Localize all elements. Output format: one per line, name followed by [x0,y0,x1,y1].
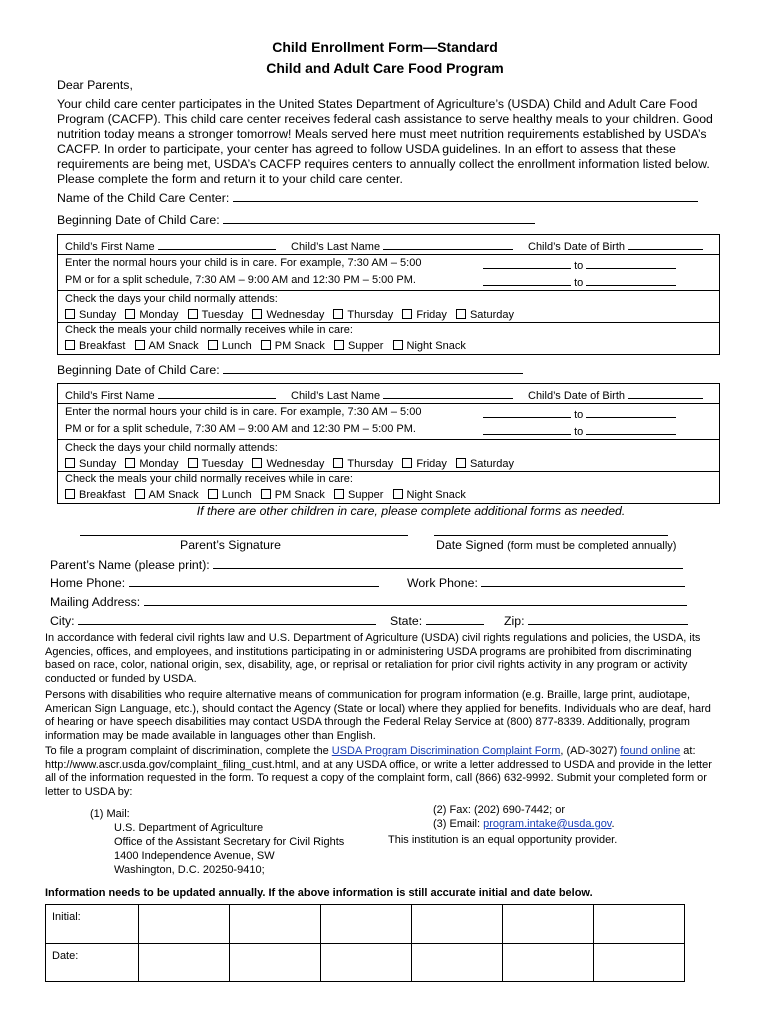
city-field[interactable] [78,613,376,625]
form-title: Child Enrollment Form—Standard [272,39,498,55]
initial-label: Initial: [46,905,139,944]
begin-date-label-1: Beginning Date of Child Care: [57,213,220,227]
mailing-address-label: Mailing Address: [50,595,141,609]
day-option[interactable]: Thursday [333,309,393,321]
work-phone-label: Work Phone: [407,576,478,590]
initial-cell[interactable] [230,905,321,944]
last-name-label-2: Child’s Last Name [291,390,381,402]
days-label-1: Check the days your child normally attends: [65,293,278,305]
dob-label-2: Child’s Date of Birth [528,390,626,402]
meal-option[interactable]: Supper [334,489,383,501]
mailing-address-field[interactable] [144,594,687,606]
form-subtitle: Child and Adult Care Food Program [266,60,504,76]
work-phone-row [407,575,685,591]
date-cell[interactable] [503,943,594,982]
date-signed-row [436,538,676,554]
meal-option[interactable]: Supper [334,340,383,352]
begin-date-label-2: Beginning Date of Child Care: [57,363,220,377]
day-option[interactable]: Tuesday [188,309,244,321]
checkbox[interactable] [333,458,343,468]
hours-end-field-1b[interactable] [586,274,676,286]
initial-cell[interactable] [412,905,503,944]
dob-field-2[interactable] [628,387,703,399]
checkbox[interactable] [135,340,145,350]
checkbox[interactable] [334,340,344,350]
zip-row [504,613,688,629]
checkbox[interactable] [261,340,271,350]
begin-date-row-1 [57,212,535,228]
day-option[interactable]: Saturday [456,458,514,470]
date-cell[interactable] [594,943,685,982]
update-note: Information needs to be updated annually. If the above information is still accurate initial and date below. [45,887,593,899]
equal-opportunity: This institution is an equal opportunity provider. [388,834,618,846]
hours-end-field-2a[interactable] [586,406,676,418]
center-name-field[interactable] [233,190,698,202]
date-label: Date: [46,943,139,982]
checkbox[interactable] [125,458,135,468]
first-name-label-1: Child’s First Name [65,241,155,253]
fax-line: (2) Fax: (202) 690-7442; or [433,804,566,816]
days-label-2: Check the days your child normally attends: [65,442,278,454]
mail-option [90,807,344,877]
last-name-field-1[interactable] [383,238,513,250]
checkbox[interactable] [456,458,466,468]
checkbox[interactable] [208,489,218,499]
table-row [46,905,685,944]
mailing-address-row [50,594,687,610]
checkbox[interactable] [456,309,466,319]
date-signed-line[interactable] [434,535,668,536]
parent-name-row [50,557,683,573]
begin-date-field-2[interactable] [223,362,523,374]
dob-label-1: Child’s Date of Birth [528,241,626,253]
table-row [46,943,685,982]
mail-label: (1) Mail: [90,808,130,820]
day-option[interactable]: Friday [402,458,447,470]
hours-start-field-2a[interactable] [483,406,571,418]
greeting: Dear Parents, [57,78,133,92]
checkbox[interactable] [65,309,75,319]
checkbox[interactable] [65,340,75,350]
mail-address-line: 1400 Independence Avenue, SW [114,850,275,862]
meals-label-1: Check the meals your child normally receives while in care: [65,324,353,336]
first-name-field-2[interactable] [158,387,276,399]
first-name-label-2: Child’s First Name [65,390,155,402]
checkbox[interactable] [252,458,262,468]
state-field[interactable] [426,613,484,625]
complaint-paragraph: To file a program complaint of discrimination, complete the USDA Program Discrimination Complaint Form, (AD-3027) found online at: http://www.ascr.usda.gov/complaint_filing_cust.html, and at any USDA office, or write a letter addressed to USDA and provide in the letter all of the information requested in the form. To request a copy of the complaint form, call (866) 632-9992. Submit your completed form or letter to USDA by: [45,745,712,798]
hours-line2-2: PM or for a split schedule, 7:30 AM – 9:00 AM and 12:30 PM – 5:00 PM. [65,423,416,435]
day-option[interactable]: Wednesday [252,458,324,470]
meal-option[interactable]: Lunch [208,489,252,501]
meal-option[interactable]: Breakfast [65,340,125,352]
initial-cell[interactable] [594,905,685,944]
home-phone-label: Home Phone: [50,576,126,590]
date-cell[interactable] [139,943,230,982]
day-option[interactable]: Tuesday [188,458,244,470]
hours-line1-1: Enter the normal hours your child is in care. For example, 7:30 AM – 5:00 [65,257,422,269]
date-signed-note: (form must be completed annually) [507,540,677,552]
last-name-label-1: Child’s Last Name [291,241,381,253]
state-label: State: [390,614,423,628]
complaint-form-link[interactable]: USDA Program Discrimination Complaint Form [331,745,561,757]
day-option[interactable]: Saturday [456,309,514,321]
checkbox[interactable] [125,309,135,319]
days-options-1 [65,309,726,321]
hours-range-2b: to [483,423,676,438]
checkbox[interactable] [333,309,343,319]
checkbox[interactable] [188,458,198,468]
initial-cell[interactable] [503,905,594,944]
begin-date-field-1[interactable] [223,212,535,224]
zip-field[interactable] [528,613,688,625]
date-cell[interactable] [412,943,503,982]
checkbox[interactable] [252,309,262,319]
meals-options-2 [65,489,726,501]
city-row [50,613,376,629]
day-option[interactable]: Sunday [65,458,116,470]
hours-range-2a: to [483,406,676,421]
hours-end-field-2b[interactable] [586,423,676,435]
email-line: (3) Email: program.intake@usda.gov. [433,818,615,830]
intro-paragraph: Your child care center participates in the United States Department of Agriculture’s (USDA) Child and Adult Care Food Program (CACFP). This child care center receives federal cash assistance to serve healthy meals to your children. Good nutrition today means a stronger tomorrow! Meals served here must meet nutrition requirements established by USDA’s CACFP. In order to participate, your center has agreed to follow USDA guidelines. In an effort to assess that these requirements are being met, USDA’s CACFP requires centers to annually collect the enrollment information listed below. Please complete the form and return it to your child care center. [57,97,713,186]
hours-line2-1: PM or for a split schedule, 7:30 AM – 9:00 AM and 12:30 PM – 5:00 PM. [65,274,416,286]
child-block-1 [57,234,720,355]
day-option[interactable]: Sunday [65,309,116,321]
meal-option[interactable]: PM Snack [261,489,325,501]
mail-address-line: Washington, D.C. 20250-9410; [114,864,265,876]
date-signed-label: Date Signed [436,538,504,552]
first-name-field-1[interactable] [158,238,276,250]
signature-line[interactable] [80,535,408,536]
last-name-field-2[interactable] [383,387,513,399]
date-cell[interactable] [230,943,321,982]
other-children-note: If there are other children in care, please complete additional forms as needed. [196,504,626,518]
begin-date-row-2 [57,362,523,378]
day-option[interactable]: Friday [402,309,447,321]
child-block-2 [57,383,720,504]
city-label: City: [50,614,75,628]
hours-start-field-2b[interactable] [483,423,571,435]
email-link[interactable]: program.intake@usda.gov [483,818,612,830]
checkbox[interactable] [65,489,75,499]
center-name-row [57,190,722,206]
checkbox[interactable] [261,489,271,499]
initial-date-table [45,904,685,982]
meal-option[interactable]: Lunch [208,340,252,352]
hours-range-1a: to [483,257,676,272]
parent-signature-label: Parent’s Signature [180,538,281,552]
checkbox[interactable] [135,489,145,499]
found-online-link[interactable]: found online [620,745,681,757]
parent-name-field[interactable] [213,557,683,569]
checkbox[interactable] [208,340,218,350]
mail-address-line: Office of the Assistant Secretary for Civil Rights [114,836,345,848]
checkbox[interactable] [393,340,403,350]
meals-options-1 [65,340,726,352]
meal-option[interactable]: Night Snack [393,340,466,352]
zip-label: Zip: [504,614,525,628]
state-row [390,613,484,629]
hours-start-field-1b[interactable] [483,274,571,286]
meals-label-2: Check the meals your child normally receives while in care: [65,473,353,485]
civil-rights-paragraph-2: Persons with disabilities who require alternative means of communication for program information (e.g. Braille, large print, audiotape, American Sign Language, etc.), should contact the Agency (State or local) where they applied for benefits. Individuals who are deaf, hard of hearing or have speech disabilities may contact USDA through the Federal Relay Service at (800) 877-8339. Additionally, program information may be made available in languages other than English. [45,689,711,742]
checkbox[interactable] [188,309,198,319]
home-phone-row [50,575,379,591]
day-option[interactable]: Monday [125,309,178,321]
meal-option[interactable]: PM Snack [261,340,325,352]
hours-range-1b: to [483,274,676,289]
initial-cell[interactable] [321,905,412,944]
meal-option[interactable]: Breakfast [65,489,125,501]
parent-name-label: Parent’s Name (please print): [50,558,210,572]
checkbox[interactable] [393,489,403,499]
home-phone-field[interactable] [129,575,379,587]
civil-rights-paragraph-1: In accordance with federal civil rights law and U.S. Department of Agriculture (USDA) civil rights regulations and policies, the USDA, its Agencies, offices, and employees, and institutions participating in or administering USDA programs are prohibited from discriminating based on race, color, national origin, sex, disability, age, or reprisal or retaliation for prior civil rights activity in any program or activity conducted or funded by USDA. [45,632,701,685]
fax-email-options [433,803,615,831]
hours-line1-2: Enter the normal hours your child is in care. For example, 7:30 AM – 5:00 [65,406,422,418]
day-option[interactable]: Monday [125,458,178,470]
days-options-2 [65,458,726,470]
hours-end-field-1a[interactable] [586,257,676,269]
checkbox[interactable] [402,458,412,468]
mail-address-line: U.S. Department of Agriculture [114,822,264,834]
hours-start-field-1a[interactable] [483,257,571,269]
checkbox[interactable] [402,309,412,319]
day-option[interactable]: Thursday [333,458,393,470]
checkbox[interactable] [334,489,344,499]
center-name-label: Name of the Child Care Center: [57,191,230,205]
meal-option[interactable]: AM Snack [135,489,199,501]
meal-option[interactable]: AM Snack [135,340,199,352]
date-cell[interactable] [321,943,412,982]
day-option[interactable]: Wednesday [252,309,324,321]
checkbox[interactable] [65,458,75,468]
work-phone-field[interactable] [481,575,685,587]
meal-option[interactable]: Night Snack [393,489,466,501]
dob-field-1[interactable] [628,238,703,250]
initial-cell[interactable] [139,905,230,944]
